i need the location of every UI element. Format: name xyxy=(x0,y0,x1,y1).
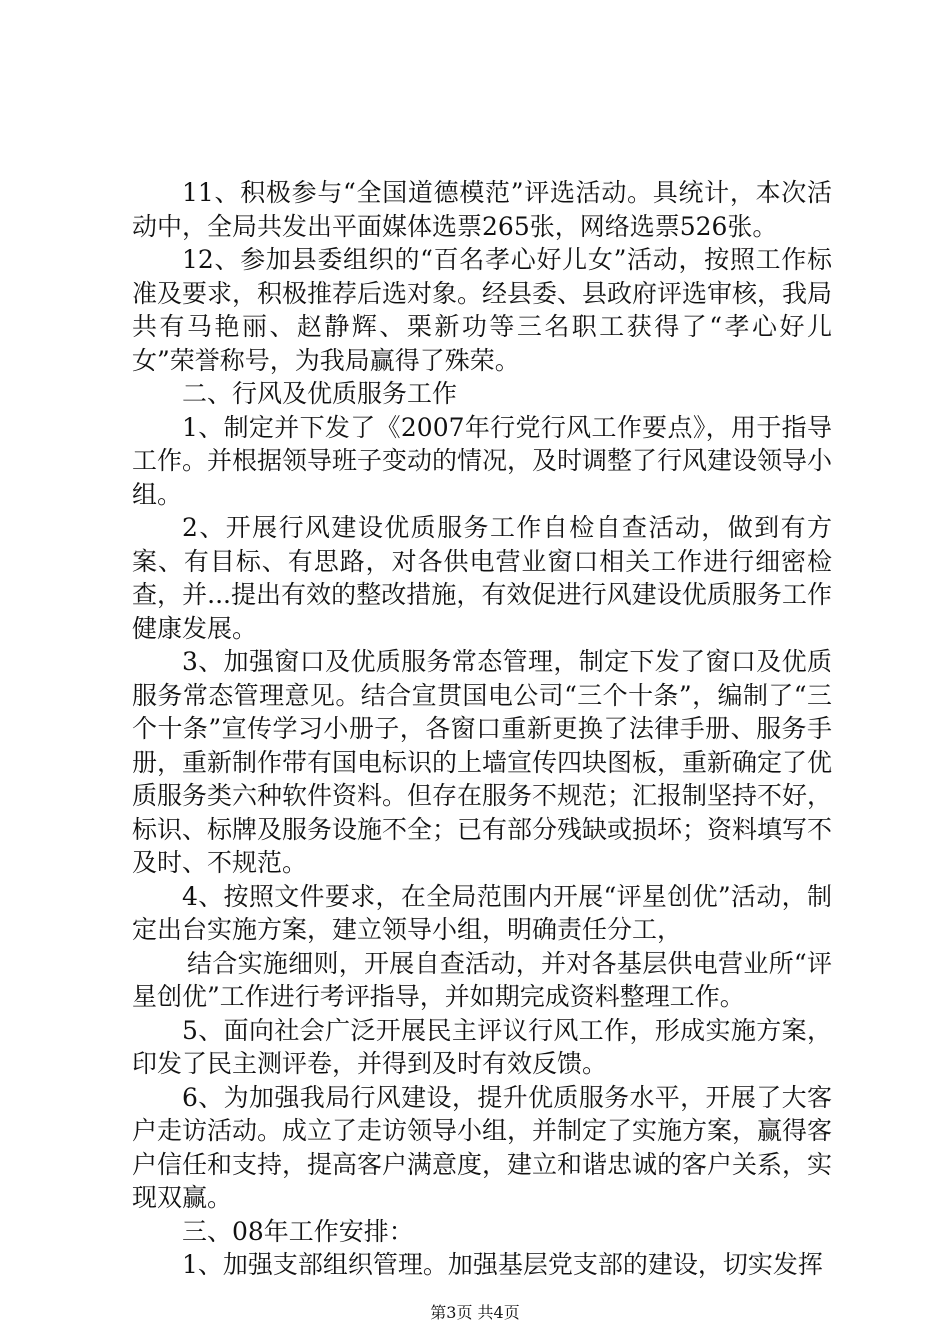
paragraph-item-1: 1、制定并下发了《2007年行党行风工作要点》，用于指导工作。并根据领导班子变动的情况，及时调整了行风建设领导小组。 xyxy=(132,412,833,509)
paragraph-item-3: 3、加强窗口及优质服务常态管理，制定下发了窗口及优质服务常态管理意见。结合宣贯国电公司“三个十条”，编制了“三个十条”宣传学习小册子，各窗口重新更换了法律手册、服务手册，重新制作带有国电标识的上墙宣传四块图板，重新确定了优质服务类六种软件资料。但存在服务不规范；汇报制坚持不好，标识、标牌及服务设施不全；已有部分残缺或损坏；资料填写不及时、不规范。 xyxy=(132,647,833,877)
paragraph-item-4-continued: 结合实施细则，开展自查活动，并对各基层供电营业所“评星创优”工作进行考评指导，并如期完成资料整理工作。 xyxy=(132,948,832,1011)
paragraph-item-11: 11、积极参与“全国道德模范”评选活动。具统计，本次活动中，全局共发出平面媒体选票265张，网络选票526张。 xyxy=(132,178,832,241)
paragraph-item-6: 6、为加强我局行风建设，提升优质服务水平，开展了大客户走访活动。成立了走访领导小组，并制定了实施方案，赢得客户信任和支持，提高客户满意度，建立和谐忠诚的客户关系，实现双赢。 xyxy=(132,1082,833,1212)
section-heading-3: 三、08年工作安排： xyxy=(182,1216,414,1246)
document-body xyxy=(132,176,832,1282)
paragraph-plan-1: 1、加强支部组织管理。加强基层党支部的建设，切实发挥 xyxy=(182,1250,823,1279)
paragraph-item-12: 12、参加县委组织的“百名孝心好儿女”活动，按照工作标准及要求，积极推荐后选对象。经县委、县政府评选审核，我局共有马艳丽、赵静辉、栗新功等三名职工获得了“孝心好儿女”荣誉称号，为我局赢得了殊荣。 xyxy=(132,245,833,375)
paragraph-item-5: 5、面向社会广泛开展民主评议行风工作，形成实施方案，印发了民主测评卷，并得到及时有效反馈。 xyxy=(132,1015,832,1078)
paragraph-item-4: 4、按照文件要求，在全局范围内开展“评星创优”活动，制定出台实施方案，建立领导小组，明确责任分工， xyxy=(132,881,832,944)
page-footer: 第3页 共4页 xyxy=(430,1303,520,1322)
section-heading-2: 二、行风及优质服务工作 xyxy=(182,379,458,408)
paragraph-item-2: 2、开展行风建设优质服务工作自检自查活动，做到有方案、有目标、有思路，对各供电营业窗口相关工作进行细密检查，并...提出有效的整改措施，有效促进行风建设优质服务工作健康发展。 xyxy=(132,513,832,643)
